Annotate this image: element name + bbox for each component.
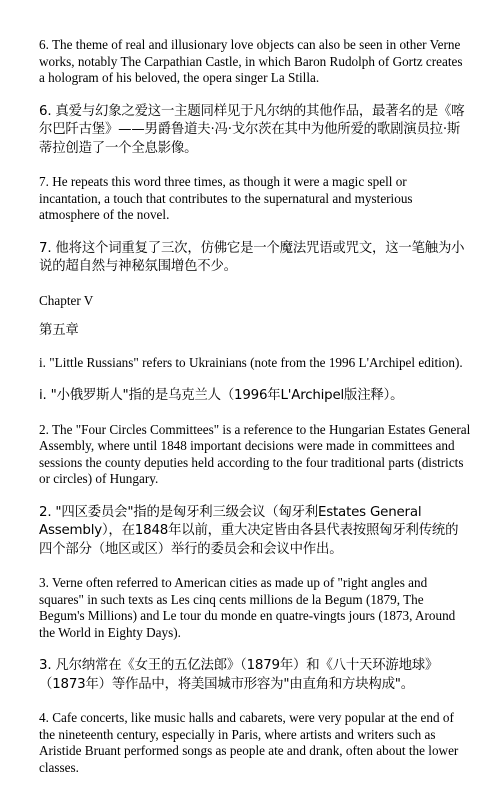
note-6-english: 6. The theme of real and illusionary love objects can also be seen in other Verne works, notably The Carpathian Castle, in which Baron Rudolph of Gortz creates a hologram of his beloved, the opera singer La Stilla. <box>39 37 463 85</box>
chapter-heading-english: Chapter V <box>39 292 94 308</box>
note-4-english: 4. Cafe concerts, like music halls and cabarets, were very popular at the end of the nineteenth century, especially in Paris, where artists and writers such as Aristide Bruant performed songs as people ate and drank, often about the lower classes. <box>39 710 459 775</box>
note-7-chinese: 7. 他将这个词重复了三次，仿佛它是一个魔法咒语或咒文，这一笔触为小说的超自然与神秘氛围增色不少。 <box>39 240 465 274</box>
note-7-english: 7. He repeats this word three times, as though it were a magic spell or incantation, a touch that contributes to the supernatural and mysterious atmosphere of the novel. <box>39 174 413 222</box>
note-i-chinese: i. "小俄罗斯人"指的是乌克兰人（1996年L'Archipel版注释）。 <box>39 388 404 403</box>
note-3-chinese: 3. 凡尔纳常在《女王的五亿法郎》（1879年）和《八十天环游地球》（1873年）等作品中，将美国城市形容为"由直角和方块构成"。 <box>39 658 439 692</box>
note-2-chinese: 2. "四区委员会"指的是匈牙利三级会议（匈牙利Estates General Assembly），在1848年以前，重大决定皆由各县代表按照匈牙利传统的四个部分（地区或区）举行的委员会和会议中作出。 <box>39 504 459 557</box>
note-2-english: 2. The "Four Circles Committees" is a reference to the Hungarian Estates General Assembly, where until 1848 important decisions were made in committees and sessions the county deputies held according to the four traditional parts (districts or circles) of Hungary. <box>39 421 471 486</box>
document-page <box>39 37 471 792</box>
note-6-chinese: 6. 真爱与幻象之爱这一主题同样见于凡尔纳的其他作品，最著名的是《喀尔巴阡古堡》——男爵鲁道夫·冯·戈尔茨在其中为他所爱的歌剧演员拉·斯蒂拉创造了一个全息影像。 <box>39 103 465 156</box>
note-3-english: 3. Verne often referred to American cities as made up of "right angles and squares" in such texts as Les cinq cents millions de la Begum (1879, The Begum's Millions) and Le tour du monde en quatre-vingts jours (1873, Around the World in Eighty Days). <box>39 575 456 640</box>
note-i-english: i. "Little Russians" refers to Ukrainians (note from the 1996 L'Archipel edition). <box>39 354 463 370</box>
chapter-heading-chinese: 第五章 <box>39 323 79 338</box>
